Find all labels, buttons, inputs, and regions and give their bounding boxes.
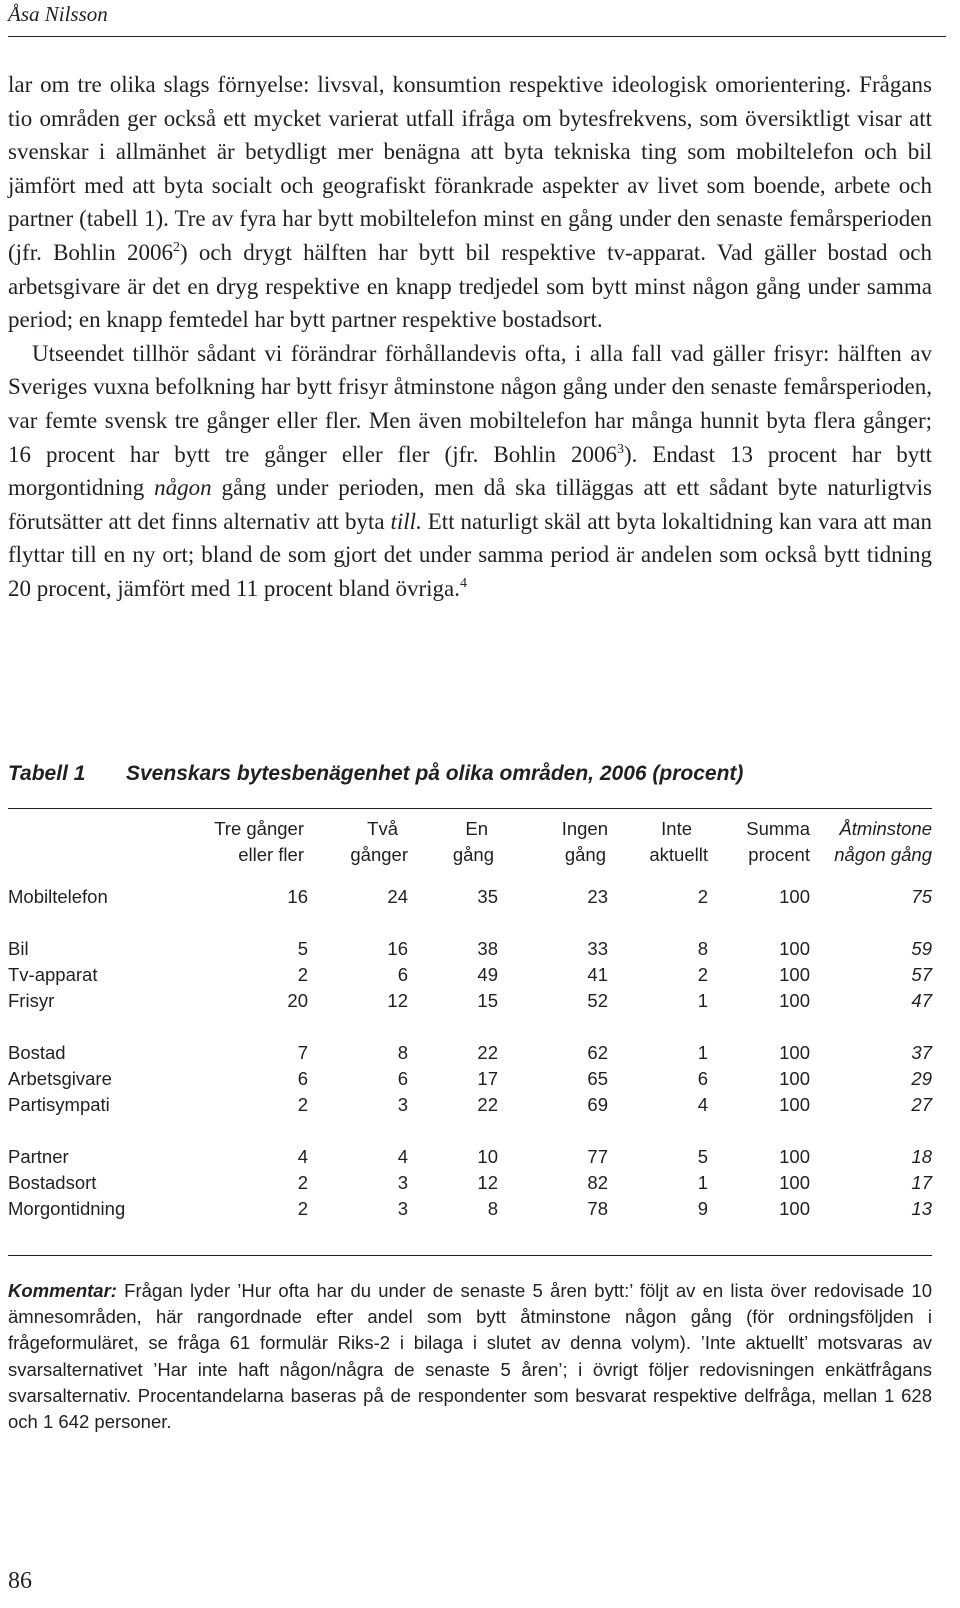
table-row xyxy=(8,962,932,988)
table-cell: 52 xyxy=(587,990,608,1011)
table-cell: 20 xyxy=(287,990,308,1011)
table-cell: 2 xyxy=(297,1172,308,1193)
table-cell: 8 xyxy=(397,1042,408,1063)
table-cell: 59 xyxy=(911,938,932,959)
table-cell: 3 xyxy=(397,1172,408,1193)
table-cell: 77 xyxy=(587,1146,608,1167)
table-bottom-rule xyxy=(8,1255,932,1256)
table-cell: 100 xyxy=(779,886,810,907)
row-label: Mobiltelefon xyxy=(8,886,108,907)
column-header: Två gånger xyxy=(350,818,408,865)
table-cell: 100 xyxy=(779,938,810,959)
emphasis-nagon: någon xyxy=(154,475,212,501)
table-cell: 6 xyxy=(397,964,408,985)
table-cell: 2 xyxy=(697,964,708,985)
footnote-ref-3: 3 xyxy=(616,441,624,457)
paragraph-2-text-c: gång under perioden, men då ska tilläggas att ett sådant byte naturligtvis förutsätter att det finns alternativ att byta xyxy=(8,475,932,534)
column-header: En gång xyxy=(452,818,494,865)
footnote-ref-2: 2 xyxy=(172,239,180,255)
table-cell: 27 xyxy=(911,1094,932,1115)
row-label: Bostad xyxy=(8,1042,66,1063)
table-row xyxy=(8,884,932,910)
table-cell: 100 xyxy=(779,1172,810,1193)
table-cell: 2 xyxy=(697,886,708,907)
table-cell: 18 xyxy=(911,1146,932,1167)
table-row xyxy=(8,1092,932,1118)
table-cell: 35 xyxy=(477,886,498,907)
table-cell: 8 xyxy=(697,938,708,959)
table-cell: 4 xyxy=(697,1094,708,1115)
table-cell: 100 xyxy=(779,1068,810,1089)
paragraph-2-text-d: Ett naturligt skäl att byta lokaltidning kan vara att man flyttar till en ny ort; bland de som gjort det under samma period är andelen som också bytt tidning 20 procent, jämfört med 11 procent bland övriga. xyxy=(8,508,932,601)
table-cell: 100 xyxy=(779,990,810,1011)
table-cell: 78 xyxy=(587,1198,608,1219)
paragraph-2 xyxy=(8,337,932,606)
table-row xyxy=(8,1196,932,1222)
row-label: Tv-apparat xyxy=(8,964,98,985)
column-header: Inte aktuellt xyxy=(649,818,708,865)
row-label: Bostadsort xyxy=(8,1172,97,1193)
table-cell: 5 xyxy=(297,938,308,959)
row-label: Arbetsgivare xyxy=(8,1068,112,1089)
header-rule xyxy=(8,36,946,37)
table-cell: 24 xyxy=(387,886,408,907)
table-caption xyxy=(8,762,938,786)
column-header: Tre gånger eller fler xyxy=(214,818,304,865)
table-cell: 100 xyxy=(779,1146,810,1167)
table-cell: 9 xyxy=(697,1198,708,1219)
table-cell: 47 xyxy=(911,990,932,1011)
table-cell: 15 xyxy=(477,990,498,1011)
table-cell: 82 xyxy=(587,1172,608,1193)
data-table xyxy=(8,816,932,1222)
table-cell: 100 xyxy=(779,1198,810,1219)
table-cell: 12 xyxy=(477,1172,498,1193)
footnote-ref-4: 4 xyxy=(459,575,467,591)
table-cell: 2 xyxy=(297,1198,308,1219)
emphasis-till: till. xyxy=(390,508,422,534)
paragraph-1 xyxy=(8,68,932,337)
table-cell: 2 xyxy=(297,1094,308,1115)
row-label: Bil xyxy=(8,938,29,959)
table-cell: 4 xyxy=(397,1146,408,1167)
table-cell: 17 xyxy=(477,1068,498,1089)
table-cell: 23 xyxy=(587,886,608,907)
table-cell: 37 xyxy=(911,1042,932,1063)
table-cell: 62 xyxy=(587,1042,608,1063)
table-cell: 38 xyxy=(477,938,498,959)
table-row xyxy=(8,1066,932,1092)
table-cell: 33 xyxy=(587,938,608,959)
table-row xyxy=(8,1040,932,1066)
table-cell: 41 xyxy=(587,964,608,985)
table-cell: 4 xyxy=(297,1146,308,1167)
table-row xyxy=(8,1170,932,1196)
table-cell: 1 xyxy=(697,1172,708,1193)
table-cell: 6 xyxy=(697,1068,708,1089)
paragraph-2-text-a: Utseendet tillhör sådant vi förändrar förhållandevis ofta, i alla fall vad gäller frisyr: hälften av Sveriges vuxna befolkning har bytt frisyr åtminstone någon gång under den senaste femårsperioden, var femte svensk tre gånger eller fler. Men även mobiltelefon har många hunnit byta flera gånger; 16 procent har bytt tre gånger eller fler (jfr. Bohlin 2006 xyxy=(8,340,932,467)
column-header: Ingen gång xyxy=(561,818,608,865)
note-text: Frågan lyder ’Hur ofta har du under de senaste 5 åren bytt:’ följt av en lista över redovisade 10 ämnesområden, här rangordnade efter andel som bytt åtminstone någon gång (för ordningsföljden i frågeformuläret, se fråga 61 formulär Riks-2 i bilaga i slutet av denna volym). ’Inte aktuellt’ motsvaras av svarsalternativet ’Har inte haft någon/några de senaste 5 åren’; i övrigt följer redovisningen enkätfrågans svarsalternativ. Procentandelarna baseras på de respondenter som besvarat respektive delfråga, mellan 1 628 och 1 642 personer. xyxy=(8,1280,932,1433)
table-number: Tabell 1 xyxy=(8,762,86,785)
table-cell: 49 xyxy=(477,964,498,985)
table-title: Svenskars bytesbenägenhet på olika områden, 2006 (procent) xyxy=(126,762,744,785)
table-cell: 69 xyxy=(587,1094,608,1115)
row-label: Partisympati xyxy=(8,1094,110,1115)
table-row xyxy=(8,936,932,962)
row-label: Morgontidning xyxy=(8,1198,126,1219)
column-header: Summa procent xyxy=(746,818,810,865)
table-cell: 3 xyxy=(397,1198,408,1219)
table-cell: 16 xyxy=(387,938,408,959)
table-cell: 1 xyxy=(697,990,708,1011)
table-cell: 13 xyxy=(911,1198,932,1219)
table-cell: 6 xyxy=(397,1068,408,1089)
page-number: 86 xyxy=(8,1568,32,1594)
table-cell: 100 xyxy=(779,1094,810,1115)
table-cell: 10 xyxy=(477,1146,498,1167)
table-cell: 5 xyxy=(697,1146,708,1167)
running-head: Åsa Nilsson xyxy=(8,2,108,26)
table-cell: 12 xyxy=(387,990,408,1011)
note-label: Kommentar: xyxy=(8,1280,117,1301)
paragraph-1-text: lar om tre olika slags förnyelse: livsval, konsumtion respektive ideologisk omorientering. Frågans tio områden ger också ett mycket varierat utfall ifråga om bytesfrekvens, som översiktligt visar att svenskar i allmänhet är betydligt mer benägna att byta tekniska ting som mobiltelefon och bil jämfört med att byta socialt och geografiskt förankrade aspekter av livet som boende, arbete och partner (tabell 1). Tre av fyra har bytt mobiltelefon minst en gång under den senaste femårsperioden (jfr. Bohlin 2006 xyxy=(8,72,932,265)
table-cell: 57 xyxy=(911,964,932,985)
table-cell: 7 xyxy=(297,1042,308,1063)
table-cell: 16 xyxy=(287,886,308,907)
table-cell: 22 xyxy=(477,1042,498,1063)
table-cell: 65 xyxy=(587,1068,608,1089)
column-header: Åtminstone någon gång xyxy=(834,818,932,865)
table-header-row xyxy=(8,816,932,868)
body-text xyxy=(8,68,932,606)
table-cell: 8 xyxy=(487,1198,498,1219)
table-cell: 6 xyxy=(297,1068,308,1089)
table-cell: 100 xyxy=(779,1042,810,1063)
table-cell: 29 xyxy=(911,1068,932,1089)
row-label: Frisyr xyxy=(8,990,55,1011)
table-cell: 75 xyxy=(911,886,932,907)
table-top-rule xyxy=(8,808,932,809)
table-cell: 22 xyxy=(477,1094,498,1115)
table-note xyxy=(8,1278,932,1435)
header-empty xyxy=(8,816,198,868)
table-row xyxy=(8,988,932,1014)
table-cell: 2 xyxy=(297,964,308,985)
paragraph-2-text-b: ). Endast 13 procent har bytt morgontidning xyxy=(8,441,932,501)
table-cell: 1 xyxy=(697,1042,708,1063)
table-cell: 17 xyxy=(911,1172,932,1193)
table-row xyxy=(8,1144,932,1170)
row-label: Partner xyxy=(8,1146,69,1167)
table-cell: 3 xyxy=(397,1094,408,1115)
paragraph-1-tail: ) och drygt hälften har bytt bil respektive tv-apparat. Vad gäller bostad och arbetsgivare är det en dryg respektive en knapp tredjedel som bytt minst någon gång under samma period; en knapp femtedel har bytt partner respektive bostadsort. xyxy=(8,239,932,333)
table-cell: 100 xyxy=(779,964,810,985)
